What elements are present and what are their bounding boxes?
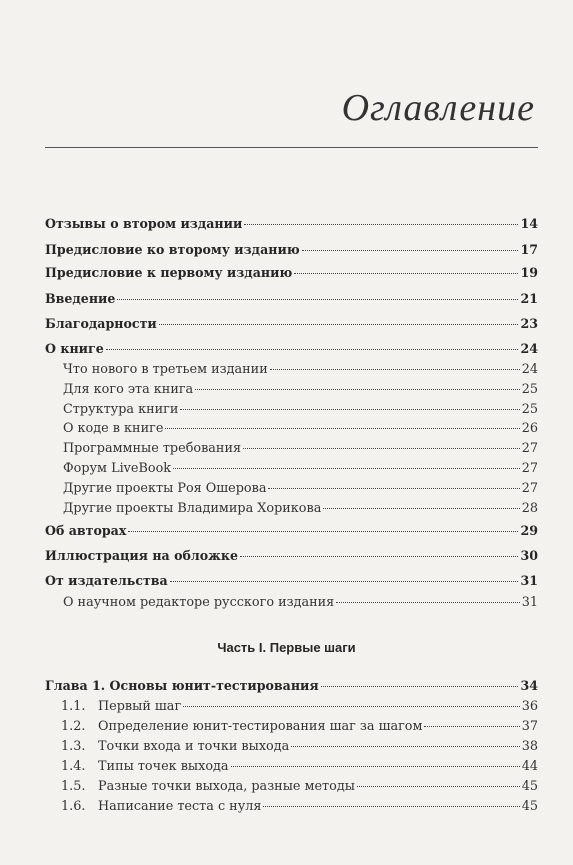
- toc-entry-label: О коде в книге: [63, 421, 164, 436]
- toc-entry-page: 26: [521, 421, 538, 436]
- section-entry[interactable]: [61, 719, 538, 735]
- toc-entry[interactable]: [45, 216, 538, 232]
- leader-dots: [117, 298, 518, 300]
- toc-subentry[interactable]: [63, 481, 538, 497]
- toc-subentry[interactable]: [63, 421, 538, 437]
- toc-entry-page: 29: [520, 523, 538, 538]
- section-page: 45: [521, 779, 538, 794]
- toc-entry[interactable]: [45, 341, 538, 357]
- toc-entry-label: Благодарности: [45, 316, 157, 331]
- toc-entry-label: От издательства: [45, 573, 168, 588]
- section-entry[interactable]: [61, 699, 538, 715]
- toc-subentry[interactable]: [63, 461, 538, 477]
- chapter-label: Глава 1. Основы юнит-тестирования: [45, 678, 319, 693]
- leader-dots: [270, 368, 520, 370]
- toc-entry[interactable]: [45, 316, 538, 332]
- leader-dots: [302, 249, 519, 251]
- toc-entry-label: Форум LiveBook: [63, 461, 172, 476]
- section-entry[interactable]: [61, 739, 538, 755]
- toc-entry-page: 17: [520, 242, 538, 257]
- section-number: 1.4.: [61, 759, 86, 774]
- leader-dots: [243, 447, 520, 449]
- section-entry[interactable]: [61, 759, 538, 775]
- toc-entry-label: Другие проекты Роя Ошерова: [63, 481, 267, 496]
- toc-entry-page: 19: [520, 265, 538, 280]
- toc-subentry[interactable]: [63, 501, 538, 517]
- toc-entry-page: 25: [521, 402, 538, 417]
- leader-dots: [165, 427, 519, 429]
- toc-entry-page: 28: [521, 501, 538, 516]
- section-label: Точки входа и точки выхода: [98, 739, 290, 754]
- leader-dots: [357, 785, 520, 787]
- leader-dots: [336, 601, 519, 603]
- toc-entry-page: 27: [521, 461, 538, 476]
- toc-entry-label: Введение: [45, 291, 116, 306]
- toc-entry-label: Другие проекты Владимира Хорикова: [63, 501, 322, 516]
- section-label: Первый шаг: [98, 699, 182, 714]
- section-number: 1.6.: [61, 799, 86, 814]
- toc-subentry[interactable]: [63, 595, 538, 611]
- leader-dots: [173, 467, 520, 469]
- toc-entry-label: Об авторах: [45, 523, 127, 538]
- toc-entry[interactable]: [45, 265, 538, 281]
- toc-entry-page: 23: [520, 316, 538, 331]
- section-page: 37: [521, 719, 538, 734]
- section-label: Определение юнит-тестирования шаг за шагом: [98, 719, 423, 734]
- toc-entry-page: 24: [520, 341, 538, 356]
- toc-entry-page: 31: [521, 595, 538, 610]
- chapter-entry[interactable]: [45, 678, 538, 694]
- toc-entry[interactable]: [45, 242, 538, 258]
- section-number: 1.3.: [61, 739, 86, 754]
- leader-dots: [231, 765, 520, 767]
- toc-entry-page: 31: [520, 573, 538, 588]
- leader-dots: [170, 580, 519, 582]
- toc-entry-label: Предисловие ко второму изданию: [45, 242, 300, 257]
- leader-dots: [323, 507, 519, 509]
- toc-entry-label: Что нового в третьем издании: [63, 362, 268, 377]
- toc-entry-label: Отзывы о втором издании: [45, 216, 243, 231]
- toc-entry-page: 14: [520, 216, 538, 231]
- toc-entry-label: О научном редакторе русского издания: [63, 595, 335, 610]
- toc-entry-label: Структура книги: [63, 402, 179, 417]
- chapter-page: 34: [520, 678, 538, 693]
- section-page: 38: [521, 739, 538, 754]
- toc-subentry[interactable]: [63, 362, 538, 378]
- leader-dots: [128, 530, 518, 532]
- toc-subentry[interactable]: [63, 382, 538, 398]
- leader-dots: [106, 348, 519, 350]
- toc-entry[interactable]: [45, 291, 538, 307]
- toc-entry[interactable]: [45, 523, 538, 539]
- part-heading: Часть I. Первые шаги: [217, 640, 356, 655]
- section-page: 45: [521, 799, 538, 814]
- toc-subentry[interactable]: [63, 402, 538, 418]
- section-number: 1.5.: [61, 779, 86, 794]
- toc-entry-page: 24: [521, 362, 538, 377]
- toc-entry-label: Иллюстрация на обложке: [45, 548, 239, 563]
- section-page: 44: [521, 759, 538, 774]
- leader-dots: [263, 805, 519, 807]
- leader-dots: [321, 685, 519, 687]
- leader-dots: [180, 408, 519, 410]
- toc-entry-page: 27: [521, 481, 538, 496]
- toc-subentry[interactable]: [63, 441, 538, 457]
- leader-dots: [195, 388, 520, 390]
- page-title: Оглавление: [341, 87, 535, 129]
- toc-entry-label: О книге: [45, 341, 104, 356]
- leader-dots: [240, 555, 518, 557]
- section-page: 36: [521, 699, 538, 714]
- toc-entry-page: 27: [521, 441, 538, 456]
- toc-entry[interactable]: [45, 573, 538, 589]
- leader-dots: [159, 323, 519, 325]
- toc-entry-label: Для кого эта книга: [63, 382, 194, 397]
- section-label: Написание теста с нуля: [98, 799, 262, 814]
- leader-dots: [294, 272, 518, 274]
- toc-entry[interactable]: [45, 548, 538, 564]
- leader-dots: [268, 487, 519, 489]
- leader-dots: [291, 745, 519, 747]
- section-label: Разные точки выхода, разные методы: [98, 779, 355, 794]
- toc-entry-label: Программные требования: [63, 441, 242, 456]
- section-entry[interactable]: [61, 779, 538, 795]
- leader-dots: [424, 725, 519, 727]
- leader-dots: [183, 705, 520, 707]
- section-number: 1.1.: [61, 699, 86, 714]
- section-number: 1.2.: [61, 719, 86, 734]
- toc-entry-label: Предисловие к первому изданию: [45, 265, 293, 280]
- section-label: Типы точек выхода: [98, 759, 229, 774]
- toc-entry-page: 21: [520, 291, 538, 306]
- section-entry[interactable]: [61, 799, 538, 815]
- title-rule: [45, 147, 538, 148]
- leader-dots: [244, 223, 518, 225]
- toc-entry-page: 25: [521, 382, 538, 397]
- toc-entry-page: 30: [520, 548, 538, 563]
